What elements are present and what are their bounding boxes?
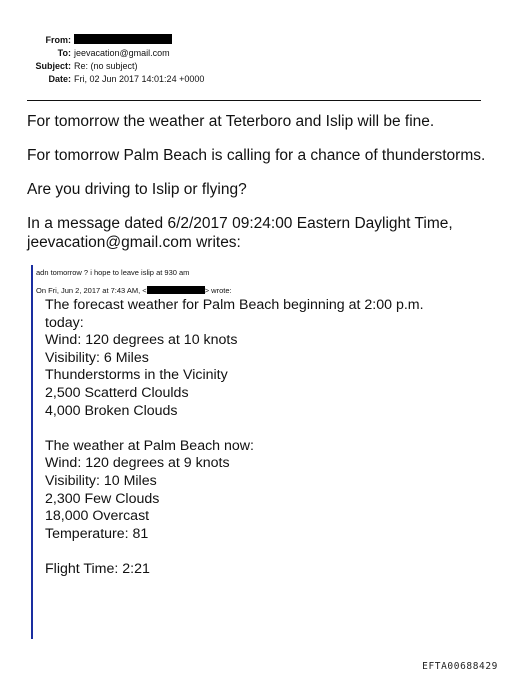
forecast-line: Wind: 120 degrees at 10 knots: [45, 332, 238, 349]
from-row: [0, 34, 512, 47]
redaction-bar: [147, 286, 205, 294]
email-body: [27, 112, 497, 252]
to-row: [0, 47, 512, 60]
redaction-bar: [74, 34, 172, 44]
current-weather-line: 2,300 Few Clouds: [45, 490, 160, 507]
date-row: [0, 73, 512, 86]
subject-label: Subject:: [35, 61, 71, 71]
forecast-line: Thunderstorms in the Vicinity: [45, 367, 228, 384]
subject-row: [0, 60, 512, 73]
quote-intro-line-2: jeevacation@gmail.com writes:: [27, 234, 241, 251]
date-value: Fri, 02 Jun 2017 14:01:24 +0000: [74, 74, 205, 84]
wrote-prefix: On Fri, Jun 2, 2017 at 7:43 AM, <: [36, 286, 147, 295]
quoted-reply-line: adn tomorrow ? i hope to leave islip at 930 am: [36, 268, 190, 277]
email-header: [0, 34, 512, 86]
spacer: [45, 420, 501, 438]
body-line-palm-beach: For tomorrow Palm Beach is calling for a chance of thunderstorms.: [27, 147, 486, 164]
forecast-line: today:: [45, 314, 84, 331]
from-label: From:: [45, 35, 71, 45]
current-weather-line: 18,000 Overcast: [45, 508, 150, 525]
forecast-line: 2,500 Scatterd Cloulds: [45, 384, 189, 401]
document-id: EFTA00688429: [422, 661, 498, 672]
subject-value: Re: (no subject): [74, 61, 138, 71]
body-line-question: Are you driving to Islip or flying?: [27, 181, 247, 198]
header-divider: [27, 100, 481, 101]
current-weather-line: Temperature: 81: [45, 525, 149, 542]
quote-intro: [27, 214, 497, 252]
date-label: Date:: [48, 74, 71, 84]
to-value: jeevacation@gmail.com: [74, 48, 170, 58]
to-label: To:: [57, 48, 71, 58]
spacer: [45, 543, 501, 561]
from-value: [74, 34, 172, 47]
forecast-line: The forecast weather for Palm Beach beginning at 2:00 p.m.: [45, 297, 424, 313]
quote-intro-line-1: In a message dated 6/2/2017 09:24:00 Eastern Daylight Time,: [27, 215, 453, 232]
flight-time-line: Flight Time: 2:21: [45, 560, 150, 577]
quoted-message: [31, 265, 501, 639]
quoted-inner-message: [36, 297, 501, 579]
wrote-suffix: > wrote:: [204, 286, 232, 295]
forecast-line: 4,000 Broken Clouds: [45, 402, 178, 419]
body-line-weather: For tomorrow the weather at Teterboro and Islip will be fine.: [27, 113, 435, 130]
current-weather-line: The weather at Palm Beach now:: [45, 437, 254, 454]
quoted-wrote-line: [36, 286, 501, 296]
current-weather-line: Visibility: 10 Miles: [45, 472, 157, 489]
forecast-line: Visibility: 6 Miles: [45, 349, 149, 366]
current-weather-line: Wind: 120 degrees at 9 knots: [45, 455, 230, 472]
